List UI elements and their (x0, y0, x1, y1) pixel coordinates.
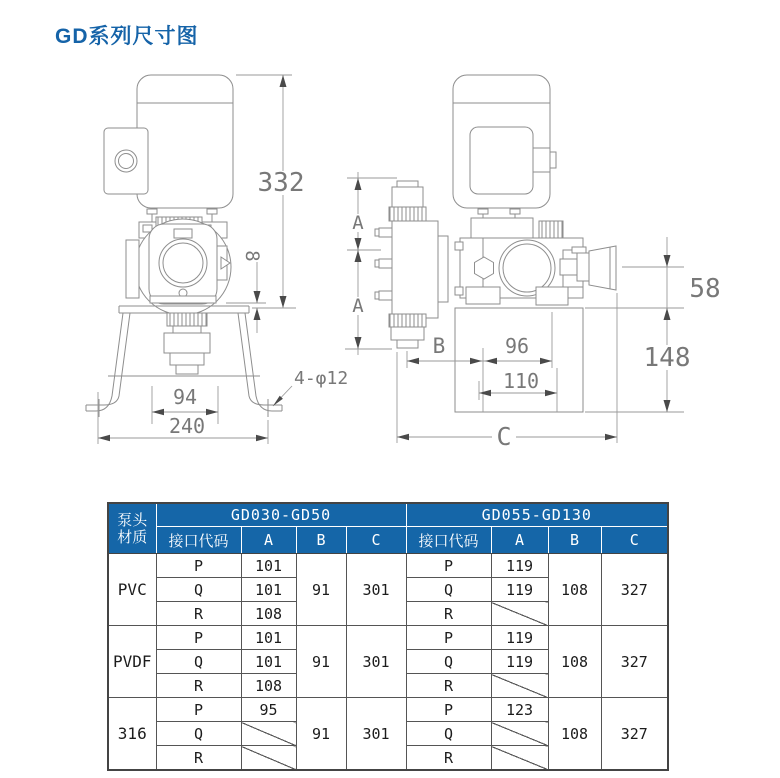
value-cell-c: 301 (346, 554, 406, 626)
subheader-b-right: B (548, 527, 601, 554)
header-pump-material-line1: 泵头 (117, 510, 148, 529)
code-cell: R (156, 674, 241, 698)
side-dim-port-span-label: 96 (504, 334, 530, 358)
value-cell-c: 327 (601, 698, 668, 771)
value-cell-c: 327 (601, 626, 668, 698)
header-pump-material-line2: 材质 (117, 527, 148, 546)
side-dim-a-bottom-label: A (352, 295, 364, 317)
value-cell-b: 108 (548, 554, 601, 626)
front-dim-gap-label: 8 (241, 250, 263, 262)
code-cell: R (406, 674, 491, 698)
front-view-drawing (86, 75, 282, 417)
subheader-c-left: C (346, 527, 406, 554)
front-dim-height-label: 332 (257, 168, 305, 198)
front-dim-base-width-label: 240 (168, 414, 206, 438)
side-dim-slot-span-label: 110 (502, 369, 540, 393)
table-row (108, 626, 668, 650)
code-cell: P (156, 626, 241, 650)
code-cell: P (406, 554, 491, 578)
code-cell: Q (156, 650, 241, 674)
diagonal-slash-cell (241, 746, 296, 771)
value-cell: 108 (241, 602, 296, 626)
value-cell: 119 (491, 578, 548, 602)
code-cell: P (156, 554, 241, 578)
value-cell: 123 (491, 698, 548, 722)
side-dim-b-label: B (432, 334, 446, 358)
material-cell-316: 316 (108, 698, 156, 771)
subheader-port-code-left: 接口代码 (156, 527, 241, 554)
subheader-port-code-right: 接口代码 (406, 527, 491, 554)
code-cell: R (406, 602, 491, 626)
side-dim-head-height-label: 58 (689, 274, 721, 304)
code-cell: Q (406, 722, 491, 746)
value-cell: 119 (491, 650, 548, 674)
code-cell: Q (156, 722, 241, 746)
side-dim-base-height-label: 148 (643, 343, 691, 373)
header-group-gd030-gd50: GD030-GD50 (156, 503, 406, 527)
subheader-a-left: A (241, 527, 296, 554)
diagonal-slash-cell (491, 722, 548, 746)
table-row (108, 554, 668, 578)
value-cell-b: 108 (548, 698, 601, 771)
code-cell: R (156, 746, 241, 771)
value-cell: 101 (241, 650, 296, 674)
value-cell: 101 (241, 578, 296, 602)
value-cell-c: 301 (346, 626, 406, 698)
subheader-a-right: A (491, 527, 548, 554)
side-dim-a-top-label: A (352, 212, 364, 234)
page-title: GD系列尺寸图 (55, 25, 199, 48)
spec-table (107, 502, 669, 771)
material-cell-pvc: PVC (108, 554, 156, 626)
diagonal-slash-cell (491, 746, 548, 771)
stroke-adjust-knob (589, 246, 616, 290)
value-cell: 119 (491, 554, 548, 578)
table-row (108, 698, 668, 722)
value-cell: 119 (491, 626, 548, 650)
code-cell: P (406, 626, 491, 650)
value-cell-b: 91 (296, 626, 346, 698)
code-cell: P (156, 698, 241, 722)
side-dim-length-label: C (496, 422, 512, 451)
header-group-gd055-gd130: GD055-GD130 (406, 503, 668, 527)
junction-box (104, 128, 148, 194)
value-cell: 108 (241, 674, 296, 698)
front-dim-bolt-span-label: 94 (172, 385, 198, 409)
material-cell-pvdf: PVDF (108, 626, 156, 698)
diagonal-slash-cell (491, 674, 548, 698)
code-cell: R (156, 602, 241, 626)
code-cell: Q (156, 578, 241, 602)
value-cell-b: 91 (296, 554, 346, 626)
subheader-b-left: B (296, 527, 346, 554)
subheader-c-right: C (601, 527, 668, 554)
value-cell: 95 (241, 698, 296, 722)
value-cell-b: 91 (296, 698, 346, 771)
value-cell: 101 (241, 626, 296, 650)
value-cell-c: 301 (346, 698, 406, 771)
value-cell-c: 327 (601, 554, 668, 626)
code-cell: P (406, 698, 491, 722)
code-cell: Q (406, 578, 491, 602)
diagonal-slash-cell (241, 722, 296, 746)
code-cell: Q (406, 650, 491, 674)
value-cell-b: 108 (548, 626, 601, 698)
front-dim-hole-note-label: 4-φ12 (294, 368, 349, 389)
code-cell: R (406, 746, 491, 771)
value-cell: 101 (241, 554, 296, 578)
header-pump-material (108, 503, 156, 554)
diagonal-slash-cell (491, 602, 548, 626)
